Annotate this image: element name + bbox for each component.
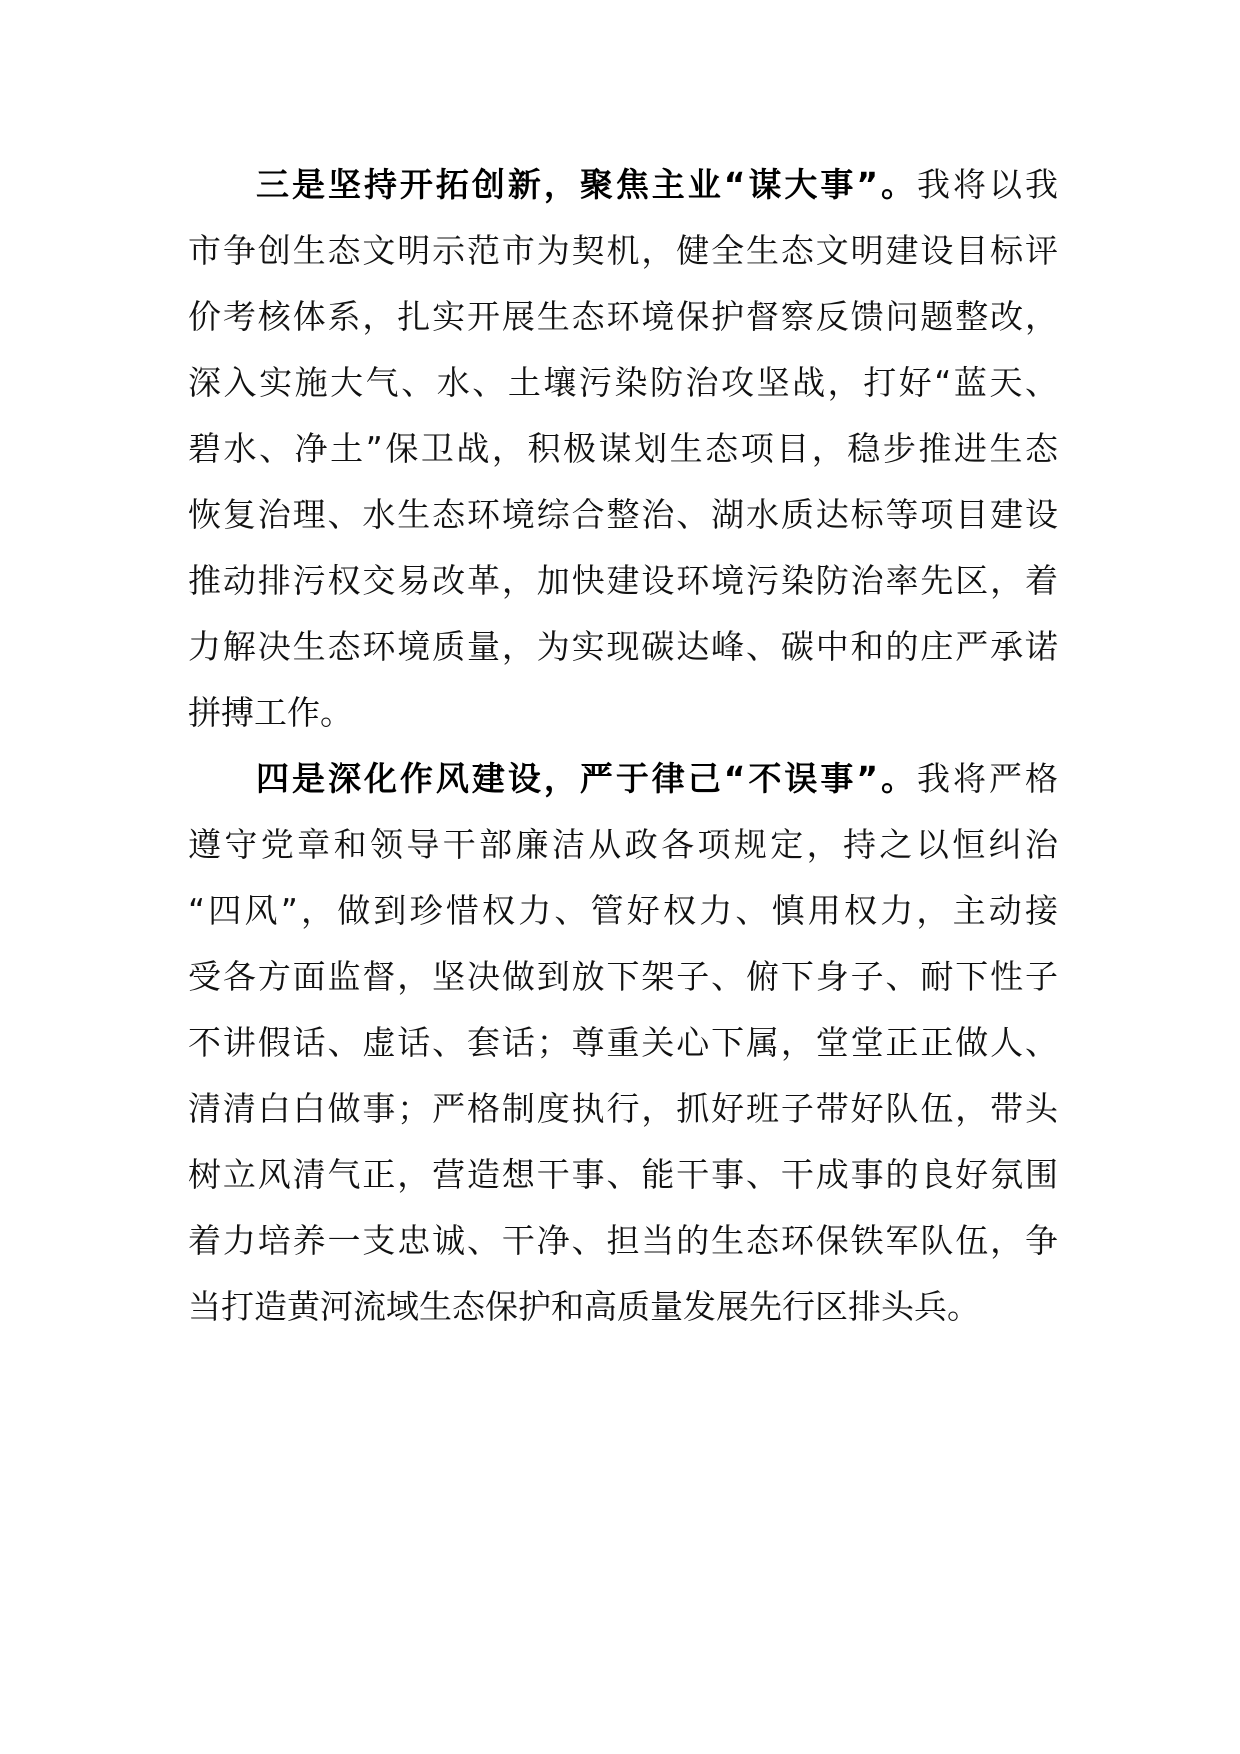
paragraph-1-heading: 三是坚持开拓创新，聚焦主业“谋大事”。: [256, 165, 918, 204]
paragraph-2: [188, 746, 1058, 1340]
paragraph-1: [188, 152, 1058, 746]
paragraph-1-line-2: 市争创生态文明示范市为契机，健全生态文明建设目标评: [188, 231, 1058, 270]
paragraph-2-text: 我将严格: [917, 759, 1058, 798]
document-body: [188, 152, 1058, 1340]
paragraph-2-heading: 四是深化作风建设，严于律己“不误事”。: [256, 759, 918, 798]
paragraph-2-line-5: 不讲假话、虚话、套话；尊重关心下属，堂堂正正做人、: [188, 1023, 1058, 1062]
paragraph-1-text: 我将以我: [917, 165, 1058, 204]
paragraph-1-line-3: 价考核体系，扎实开展生态环境保护督察反馈问题整改，: [188, 297, 1058, 336]
paragraph-1-line-8: 力解决生态环境质量，为实现碳达峰、碳中和的庄严承诺: [188, 627, 1058, 666]
paragraph-2-line-8: 着力培养一支忠诚、干净、担当的生态环保铁军队伍，争: [188, 1221, 1058, 1260]
paragraph-2-line-3: “四风”，做到珍惜权力、管好权力、慎用权力，主动接: [188, 891, 1058, 930]
paragraph-2-line-4: 受各方面监督，坚决做到放下架子、俯下身子、耐下性子: [188, 957, 1058, 996]
paragraph-2-line-9: 当打造黄河流域生态保护和高质量发展先行区排头兵。: [188, 1287, 980, 1326]
paragraph-1-line-5: 碧水、净土”保卫战，积极谋划生态项目，稳步推进生态: [188, 429, 1058, 468]
paragraph-1-line-1: [188, 152, 1058, 218]
paragraph-2-line-2: 遵守党章和领导干部廉洁从政各项规定，持之以恒纠治: [188, 825, 1058, 864]
paragraph-1-line-7: 推动排污权交易改革，加快建设环境污染防治率先区，着: [188, 561, 1058, 600]
paragraph-1-line-4: 深入实施大气、水、土壤污染防治攻坚战，打好“蓝天、: [188, 363, 1058, 402]
paragraph-1-line-9: 拼搏工作。: [188, 693, 353, 732]
paragraph-1-line-6: 恢复治理、水生态环境综合整治、湖水质达标等项目建设: [188, 495, 1058, 534]
paragraph-2-line-6: 清清白白做事；严格制度执行，抓好班子带好队伍，带头: [188, 1089, 1058, 1128]
paragraph-2-line-1: [188, 746, 1058, 812]
paragraph-2-line-7: 树立风清气正，营造想干事、能干事、干成事的良好氛围: [188, 1155, 1058, 1194]
